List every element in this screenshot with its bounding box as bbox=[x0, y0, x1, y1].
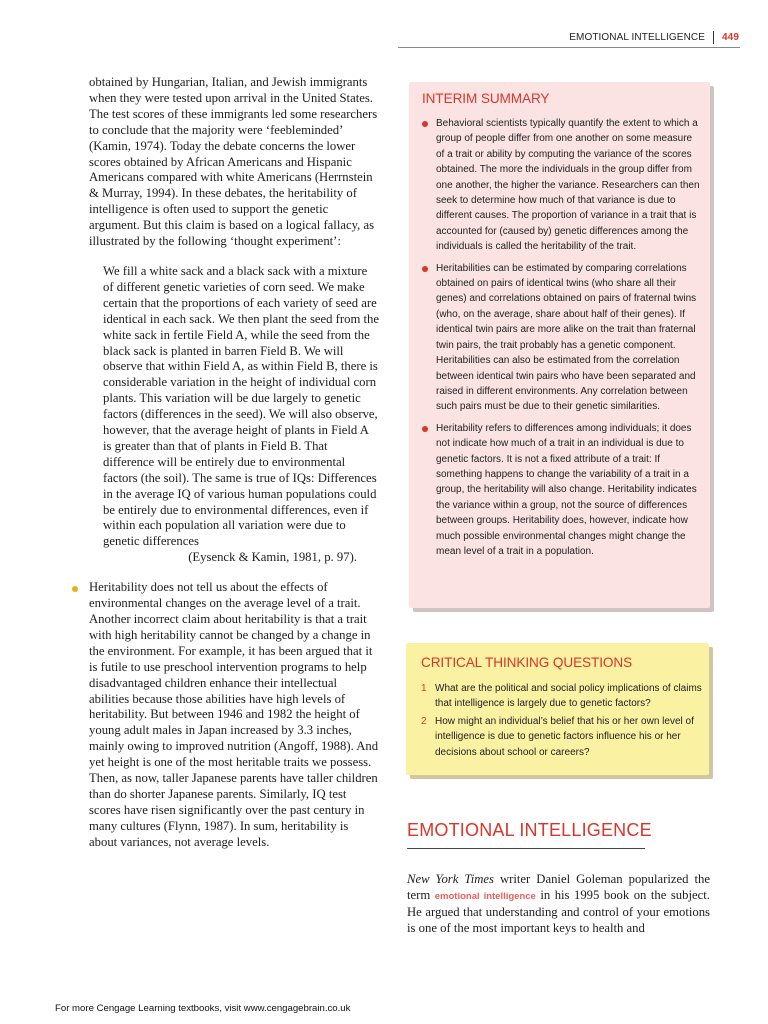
interim-summary-box bbox=[409, 82, 710, 608]
list-item bbox=[421, 681, 705, 712]
running-header bbox=[569, 31, 739, 44]
section-paragraph bbox=[407, 872, 710, 937]
header-rule bbox=[398, 47, 740, 48]
header-separator bbox=[713, 31, 714, 44]
keyword-term: emotional intelligence bbox=[434, 890, 536, 902]
critical-thinking-box bbox=[406, 643, 709, 775]
section-rule bbox=[407, 848, 645, 849]
list-item-text: Heritability refers to differences among individuals; it does not indicate how much of a trait in an individual is due to genetic factors. It is not a fixed attribute of a trait: If something happens to change the variability of a trait in a group, the heritability will also change. Heritability indicates the variance within a group, not the source of differences between groups. Heritability does, however, indicate how much possible environmental changes might change the mean level of a trait in a population. bbox=[436, 422, 697, 557]
section-title: EMOTIONAL INTELLIGENCE bbox=[407, 820, 652, 840]
list-item bbox=[436, 261, 702, 415]
bullet-paragraph bbox=[89, 580, 379, 850]
list-item bbox=[436, 116, 702, 255]
paragraph-text: writer Daniel Goleman popularized the term bbox=[407, 872, 710, 902]
list-item-text: Heritabilities can be estimated by comparing correlations obtained on pairs of identical twins (who share all their genes) and correlations obtained on pairs of fraternal twins (who, on the average, share about half of their genes). If identical twin pairs are more alike on the trait than fraternal twin pairs, the trait probably has a genetic component. Heritabilities can also be estimated from the correlation between identical twin pairs who have been separated and raised in different environments. Any correlation between such pairs must be due to their genetic similarities. bbox=[436, 262, 697, 413]
question-number: 1 bbox=[421, 683, 427, 694]
list-item-text: Behavioral scientists typically quantify the extent to which a group of people differ from one another on some measure of a trait or ability by computing the variance of the scores obtained. The more the individuals in the group differ from one another, the higher the variance. Researchers can then seek to determine how much of that variance is due to different causes. The proportion of variance in a trait that is accounted for (caused by) genetic differences among the individuals is called the heritability of the trait. bbox=[436, 118, 700, 253]
question-number: 2 bbox=[421, 715, 427, 727]
bullet-dot-icon bbox=[72, 586, 78, 592]
bullet-dot-icon bbox=[422, 266, 428, 272]
question-text: What are the political and social policy implications of claims that intelligence is largely due to genetic factors? bbox=[435, 683, 702, 710]
interim-summary-list bbox=[436, 116, 702, 565]
critical-thinking-title: CRITICAL THINKING QUESTIONS bbox=[421, 655, 633, 670]
bullet-dot-icon bbox=[422, 121, 428, 127]
bullet-text: Heritability does not tell us about the effects of environmental changes on the average level of a trait. Another incorrect claim about heritability is that a trait with high heritability cannot be changed by a change in the environment. For example, it has been argued that it is futile to use preschool intervention programs to help disadvantaged children enhance their intellectual abilities because those abilities have high levels of heritability. But between 1946 and 1982 the height of young adult males in Japan increased by 3.3 inches, mainly owing to improved nutrition (Angoff, 1988). And yet height is one of the most heritable traits we possess. Then, as now, taller Japanese parents have taller children than do shorter Japanese parents. Similarly, IQ test scores have risen significantly over the past century in many cultures (Flynn, 1987). In sum, heritability is about variances, not average levels. bbox=[89, 580, 379, 849]
paragraph-text: in his 1995 book on the subject. He argued that understanding and control of your emotions is one of the most important keys to health and bbox=[407, 887, 710, 935]
page-number: 449 bbox=[722, 32, 739, 43]
list-item bbox=[436, 421, 702, 560]
block-quote: We fill a white sack and a black sack with a mixture of different genetic varieties of corn seed. We make certain that the proportions of each variety of seed are identical in each sack. We then plant the seed from the white sack in fertile Field A, while the seed from the black sack is planted in barren Field B. We will observe that within Field A, as within Field B, there is considerable variation in the height of individual corn plants. This variation will be due largely to genetic factors (differences in the seed). We will also observe, however, that the average height of plants in Field A is greater than that of plants in Field B. That difference will be entirely due to environmental factors (the soil). The same is true of IQs: Differences in the average IQ of various human populations could be entirely due to environmental differences, even if within each population all variation were due to genetic differences bbox=[103, 263, 380, 549]
list-item bbox=[421, 714, 705, 760]
left-column bbox=[89, 75, 379, 851]
critical-thinking-list bbox=[421, 681, 705, 762]
quote-citation: (Eysenck & Kamin, 1981, p. 97). bbox=[188, 550, 357, 565]
publication-name: New York Times bbox=[407, 872, 494, 886]
footer-note: For more Cengage Learning textbooks, visit www.cengagebrain.co.uk bbox=[55, 1003, 351, 1014]
body-paragraph: obtained by Hungarian, Italian, and Jewish immigrants when they were tested upon arrival in the United States. The test scores of these immigrants led some researchers to conclude that the majority were ‘feebleminded’ (Kamin, 1974). Today the debate concerns the lower scores obtained by African Americans and Hispanic Americans compared with white Americans (Herrnstein & Murray, 1994). In these debates, the heritability of intelligence is often used to support the genetic argument. But this claim is based on a logical fallacy, as illustrated by the following ‘thought experiment’: bbox=[89, 75, 378, 249]
header-section-title: EMOTIONAL INTELLIGENCE bbox=[569, 32, 705, 43]
bullet-dot-icon bbox=[422, 426, 428, 432]
question-text: How might an individual’s belief that his or her own level of intelligence is due to genetic factors influence his or her decisions about school or careers? bbox=[435, 715, 694, 758]
interim-summary-title: INTERIM SUMMARY bbox=[422, 91, 550, 106]
